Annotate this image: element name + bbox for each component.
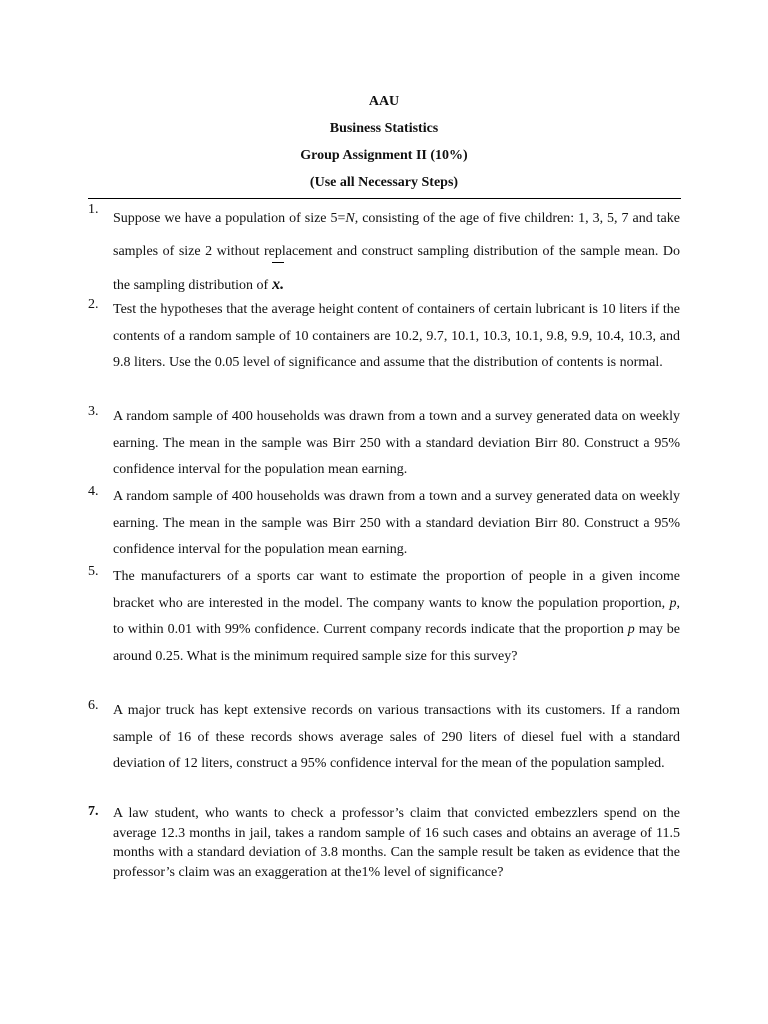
question-number: 6. [88, 698, 99, 713]
question-number: 5. [88, 564, 99, 579]
question-text: A random sample of 400 households was drawn from a town and a survey generated data on weekly earning. The mean in the sample was Birr 250 with a standard deviation Birr 80. Construct a 95% confidence interval for the population mean earning. [113, 489, 680, 557]
question-text: Test the hypotheses that the average height content of containers of certain lubricant is 10 liters if the contents of a random sample of 10 containers are 10.2, 9.7, 10.1, 10.3, 10.1, 9.8, 9.9, 10.4, 10.3, and 9.8 liters. Use the 0.05 level of significance and assume that the distribution of contents is normal. [113, 302, 680, 370]
question-number: 2. [88, 297, 99, 312]
question-text: A random sample of 400 households was drawn from a town and a survey generated data on weekly earning. The mean in the sample was Birr 250 with a standard deviation Birr 80. Construct a 95% confidence interval for the population mean earning. [113, 409, 680, 477]
institution-title: AAU [368, 94, 400, 109]
question-number: 3. [88, 404, 99, 419]
question-text: A law student, who wants to check a professor’s claim that convicted embezzlers spend on the average 12.3 months in jail, takes a random sample of 16 such cases and obtains an average of 11.5 months with a standard deviation of 3.8 months. Can the sample result be taken as evidence that the professor’s claim was an exaggeration at the1% level of significance? [113, 806, 680, 880]
instruction-line: (Use all Necessary Steps) [309, 175, 459, 190]
question-number: 1. [88, 202, 99, 217]
question-text: The manufacturers of a sports car want to estimate the proportion of people in a given income bracket who are interested in the model. The company wants to know the population proportion, p, to within 0.01 with 99% confidence. Current company records indicate that the proportion p may be around 0.25. What is the minimum required sample size for this survey? [113, 569, 680, 664]
x-bar-symbol: x. [272, 268, 284, 301]
assignment-title: Group Assignment II (10%) [300, 148, 468, 163]
question-text: A major truck has kept extensive records on various transactions with its customers. If a random sample of 16 of these records shows average sales of 290 liters of diesel fuel with a standard deviation of 12 liters, construct a 95% confidence interval for the mean of the population sampled. [113, 703, 680, 771]
course-title: Business Statistics [329, 121, 439, 136]
header-divider [88, 198, 681, 199]
question-number: 7. [88, 804, 99, 819]
question-number: 4. [88, 484, 99, 499]
question-text: Suppose we have a population of size 5=N, consisting of the age of five children: 1, 3, 5, 7 and take samples of size 2 without replacement and construct sampling distribution of the sample mean. Do the sampling distribution of x. [113, 202, 680, 302]
